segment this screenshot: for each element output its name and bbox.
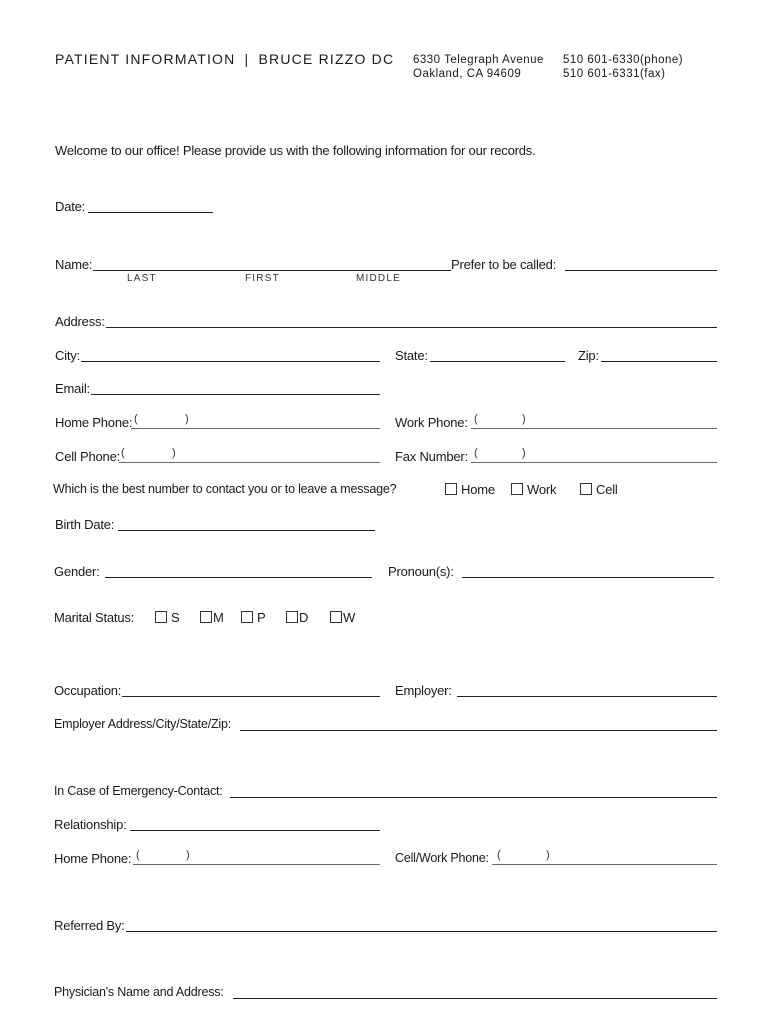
city-label: City: xyxy=(55,348,81,363)
practice-contact xyxy=(563,53,683,81)
work-phone-paren-close: ) xyxy=(522,413,526,425)
name-first-caption: FIRST xyxy=(245,273,280,284)
name-label: Name: xyxy=(55,257,93,272)
gender-label: Gender: xyxy=(54,564,100,579)
home-phone-paren-open: ( xyxy=(134,413,138,425)
fax-number-label: Fax Number: xyxy=(395,449,468,464)
state-label: State: xyxy=(395,348,428,363)
option-work[interactable] xyxy=(511,482,556,497)
date-label: Date: xyxy=(55,199,86,214)
emergency-cell-phone-field[interactable] xyxy=(492,864,717,865)
marital-option-s[interactable] xyxy=(155,610,179,625)
emergency-home-phone-field[interactable] xyxy=(133,864,380,865)
employer-address-field[interactable] xyxy=(240,730,717,731)
marital-p-label: P xyxy=(257,610,266,625)
cell-checkbox[interactable] xyxy=(580,483,592,495)
work-phone-label: Work Phone: xyxy=(395,415,468,430)
cell-phone-paren-close: ) xyxy=(172,447,176,459)
emergency-home-paren-open: ( xyxy=(136,849,140,861)
marital-w-checkbox[interactable] xyxy=(330,611,342,623)
title-separator: | xyxy=(244,51,250,67)
emergency-home-paren-close: ) xyxy=(186,849,190,861)
marital-d-checkbox[interactable] xyxy=(286,611,298,623)
gender-field[interactable] xyxy=(105,577,372,578)
occupation-label: Occupation: xyxy=(54,683,122,698)
physician-label: Physician's Name and Address: xyxy=(54,985,224,999)
marital-d-label: D xyxy=(299,610,309,625)
emergency-cell-paren-close: ) xyxy=(546,849,550,861)
name-last-caption: LAST xyxy=(127,273,157,284)
marital-m-label: M xyxy=(213,610,224,625)
option-work-label: Work xyxy=(527,482,557,497)
marital-p-checkbox[interactable] xyxy=(241,611,253,623)
name-field[interactable] xyxy=(93,270,451,271)
marital-w-label: W xyxy=(343,610,356,625)
emergency-contact-label: In Case of Emergency-Contact: xyxy=(54,784,223,798)
home-phone-paren-close: ) xyxy=(185,413,189,425)
physician-field[interactable] xyxy=(233,998,717,999)
marital-option-d[interactable] xyxy=(286,610,308,625)
referred-by-label: Referred By: xyxy=(54,918,125,933)
relationship-label: Relationship: xyxy=(54,817,127,832)
address-label: Address: xyxy=(55,314,105,329)
practice-address xyxy=(413,53,544,81)
employer-address-label: Employer Address/City/State/Zip: xyxy=(54,717,232,731)
marital-s-checkbox[interactable] xyxy=(155,611,167,623)
home-phone-field[interactable] xyxy=(131,428,380,429)
option-cell-label: Cell xyxy=(596,482,618,497)
pronouns-field[interactable] xyxy=(462,577,714,578)
address-line-2: Oakland, CA 94609 xyxy=(413,68,522,80)
marital-status-label: Marital Status: xyxy=(54,610,135,625)
home-checkbox[interactable] xyxy=(445,483,457,495)
emergency-cell-phone-label: Cell/Work Phone: xyxy=(395,851,489,865)
date-field[interactable] xyxy=(88,212,213,213)
prefer-field[interactable] xyxy=(565,270,717,271)
work-phone-paren-open: ( xyxy=(474,413,478,425)
city-field[interactable] xyxy=(81,361,380,362)
address-line-1: 6330 Telegraph Avenue xyxy=(413,54,544,66)
zip-field[interactable] xyxy=(601,361,717,362)
fax-number-field[interactable] xyxy=(471,462,717,463)
birth-date-label: Birth Date: xyxy=(55,517,115,532)
option-home[interactable] xyxy=(445,482,495,497)
marital-option-m[interactable] xyxy=(200,610,224,625)
email-label: Email: xyxy=(55,381,90,396)
state-field[interactable] xyxy=(430,361,565,362)
home-phone-label: Home Phone: xyxy=(55,415,133,430)
pronouns-label: Pronoun(s): xyxy=(388,564,454,579)
cell-phone-paren-open: ( xyxy=(121,447,125,459)
option-cell[interactable] xyxy=(580,482,618,497)
practice-phone: 510 601-6330(phone) xyxy=(563,54,684,66)
occupation-field[interactable] xyxy=(122,696,380,697)
fax-paren-close: ) xyxy=(522,447,526,459)
birth-date-field[interactable] xyxy=(118,530,375,531)
cell-phone-label: Cell Phone: xyxy=(55,449,121,464)
fax-paren-open: ( xyxy=(474,447,478,459)
address-field[interactable] xyxy=(106,327,717,328)
practice-fax: 510 601-6331(fax) xyxy=(563,68,666,80)
cell-phone-field[interactable] xyxy=(119,462,380,463)
best-number-question: Which is the best number to contact you or to leave a message? xyxy=(53,482,397,496)
relationship-field[interactable] xyxy=(130,830,380,831)
zip-label: Zip: xyxy=(578,348,599,363)
employer-field[interactable] xyxy=(457,696,717,697)
marital-m-checkbox[interactable] xyxy=(200,611,212,623)
form-title-text: PATIENT INFORMATION xyxy=(55,51,236,67)
work-phone-field[interactable] xyxy=(471,428,717,429)
form-title xyxy=(55,51,394,67)
prefer-label: Prefer to be called: xyxy=(451,257,557,272)
email-field[interactable] xyxy=(91,394,380,395)
practice-name: BRUCE RIZZO DC xyxy=(258,51,395,67)
employer-label: Employer: xyxy=(395,683,452,698)
work-checkbox[interactable] xyxy=(511,483,523,495)
emergency-contact-field[interactable] xyxy=(230,797,717,798)
referred-by-field[interactable] xyxy=(126,931,717,932)
marital-s-label: S xyxy=(171,610,180,625)
marital-option-p[interactable] xyxy=(241,610,265,625)
name-middle-caption: MIDDLE xyxy=(356,273,401,284)
option-home-label: Home xyxy=(461,482,495,497)
marital-option-w[interactable] xyxy=(330,610,355,625)
emergency-cell-paren-open: ( xyxy=(497,849,501,861)
intro-text: Welcome to our office! Please provide us with the following information for our records. xyxy=(55,143,536,158)
emergency-home-phone-label: Home Phone: xyxy=(54,851,132,866)
